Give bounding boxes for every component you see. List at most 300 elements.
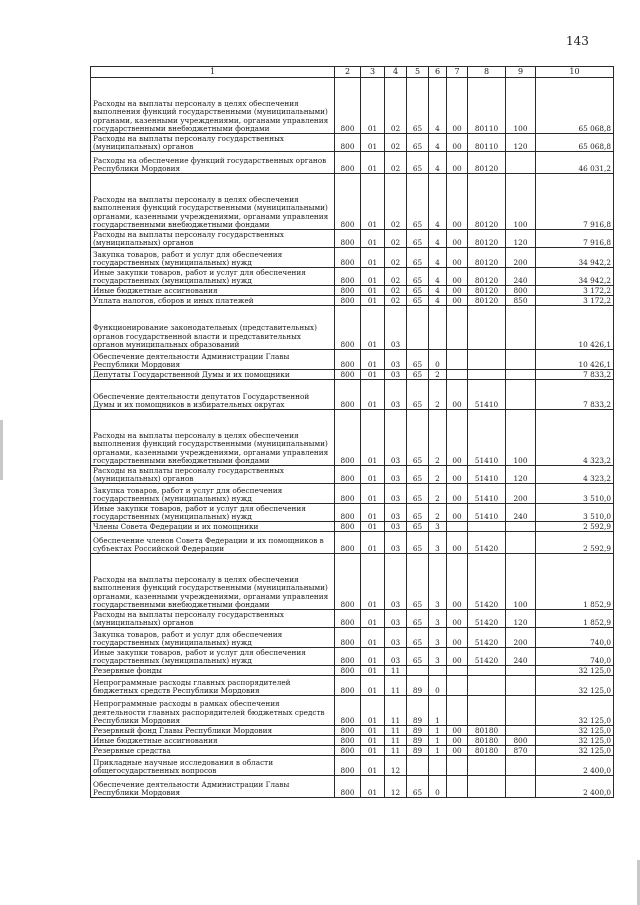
cell-section-code: 01 xyxy=(361,466,385,484)
table-row xyxy=(91,350,614,370)
table-row xyxy=(91,696,614,726)
cell-subsection-code: 03 xyxy=(385,522,407,532)
cell-section-code: 01 xyxy=(361,696,385,726)
cell-subsection-code: 03 xyxy=(385,628,407,648)
cell-type-code: 100 xyxy=(506,174,536,230)
cell-subsection-code: 11 xyxy=(385,726,407,736)
cell-direction-code xyxy=(447,522,468,532)
table-row xyxy=(91,78,614,134)
cell-type-code: 120 xyxy=(506,134,536,152)
cell-amount: 7 833,2 xyxy=(536,370,614,380)
cell-program-code: 65 xyxy=(407,504,429,522)
cell-amount: 1 852,9 xyxy=(536,554,614,610)
cell-subprogram-code xyxy=(429,666,447,676)
cell-name: Непрограммные расходы в рамках обеспечения деятельности главных распорядителей бюджетных средств Республики Мордовия xyxy=(91,696,335,726)
cell-subsection-code: 03 xyxy=(385,350,407,370)
cell-admin-code: 800 xyxy=(335,248,361,268)
cell-type-code: 200 xyxy=(506,628,536,648)
cell-item-code: 80120 xyxy=(468,230,506,248)
cell-type-code: 850 xyxy=(506,296,536,306)
cell-program-code: 65 xyxy=(407,268,429,286)
cell-amount: 3 510,0 xyxy=(536,484,614,504)
cell-direction-code xyxy=(447,666,468,676)
cell-subsection-code: 12 xyxy=(385,776,407,798)
cell-name: Закупка товаров, работ и услуг для обеспечения государственных (муниципальных) нужд xyxy=(91,248,335,268)
cell-program-code: 89 xyxy=(407,696,429,726)
cell-name: Расходы на выплаты персоналу в целях обеспечения выполнения функций государственными (муниципальными) органами, казенными учреждениями, органами управления государственными внебюджетными фондами xyxy=(91,78,335,134)
cell-amount: 65 068,8 xyxy=(536,134,614,152)
cell-amount: 7 916,8 xyxy=(536,230,614,248)
cell-section-code: 01 xyxy=(361,370,385,380)
table-row xyxy=(91,370,614,380)
cell-subsection-code: 02 xyxy=(385,268,407,286)
header-cell: 7 xyxy=(447,67,468,78)
cell-amount: 34 942,2 xyxy=(536,248,614,268)
cell-name: Резервные фонды xyxy=(91,666,335,676)
cell-direction-code: 00 xyxy=(447,484,468,504)
cell-section-code: 01 xyxy=(361,78,385,134)
cell-type-code xyxy=(506,666,536,676)
cell-section-code: 01 xyxy=(361,504,385,522)
cell-direction-code: 00 xyxy=(447,380,468,410)
cell-amount: 46 031,2 xyxy=(536,152,614,174)
cell-name: Резервные средства xyxy=(91,746,335,756)
cell-admin-code: 800 xyxy=(335,696,361,726)
cell-subprogram-code: 1 xyxy=(429,726,447,736)
cell-subprogram-code: 0 xyxy=(429,350,447,370)
cell-program-code: 65 xyxy=(407,152,429,174)
cell-name: Расходы на обеспечение функций государственных органов Республики Мордовия xyxy=(91,152,335,174)
cell-type-code xyxy=(506,776,536,798)
cell-direction-code: 00 xyxy=(447,134,468,152)
cell-subsection-code: 03 xyxy=(385,648,407,666)
table-row xyxy=(91,726,614,736)
cell-amount: 65 068,8 xyxy=(536,78,614,134)
table-row xyxy=(91,666,614,676)
table-row xyxy=(91,410,614,466)
cell-type-code xyxy=(506,726,536,736)
cell-name: Расходы на выплаты персоналу в целях обеспечения выполнения функций государственными (муниципальными) органами, казенными учреждениями, органами управления государственными внебюджетными фондами xyxy=(91,554,335,610)
cell-admin-code: 800 xyxy=(335,676,361,696)
cell-subprogram-code: 4 xyxy=(429,248,447,268)
cell-type-code: 120 xyxy=(506,610,536,628)
cell-program-code: 65 xyxy=(407,554,429,610)
cell-program-code: 89 xyxy=(407,726,429,736)
cell-admin-code: 800 xyxy=(335,370,361,380)
cell-direction-code: 00 xyxy=(447,554,468,610)
page-number: 143 xyxy=(566,34,589,48)
cell-section-code: 01 xyxy=(361,380,385,410)
cell-item-code: 80180 xyxy=(468,726,506,736)
cell-direction-code xyxy=(447,756,468,776)
cell-subprogram-code xyxy=(429,756,447,776)
cell-admin-code: 800 xyxy=(335,306,361,350)
cell-item-code: 51420 xyxy=(468,628,506,648)
cell-subsection-code: 02 xyxy=(385,286,407,296)
cell-program-code: 65 xyxy=(407,370,429,380)
cell-type-code: 200 xyxy=(506,248,536,268)
cell-subsection-code: 11 xyxy=(385,696,407,726)
header-cell: 9 xyxy=(506,67,536,78)
cell-item-code: 51420 xyxy=(468,648,506,666)
cell-name: Иные закупки товаров, работ и услуг для обеспечения государственных (муниципальных) нужд xyxy=(91,648,335,666)
cell-admin-code: 800 xyxy=(335,736,361,746)
cell-direction-code: 00 xyxy=(447,648,468,666)
cell-section-code: 01 xyxy=(361,230,385,248)
cell-direction-code xyxy=(447,776,468,798)
table-row xyxy=(91,648,614,666)
cell-section-code: 01 xyxy=(361,666,385,676)
cell-subprogram-code: 0 xyxy=(429,676,447,696)
header-cell: 5 xyxy=(407,67,429,78)
cell-item-code xyxy=(468,370,506,380)
cell-subprogram-code: 0 xyxy=(429,776,447,798)
cell-program-code: 65 xyxy=(407,484,429,504)
table-row xyxy=(91,532,614,554)
cell-subprogram-code: 4 xyxy=(429,174,447,230)
cell-subsection-code: 03 xyxy=(385,532,407,554)
cell-name: Члены Совета Федерации и их помощники xyxy=(91,522,335,532)
table-row xyxy=(91,554,614,610)
cell-item-code: 80120 xyxy=(468,286,506,296)
cell-item-code xyxy=(468,350,506,370)
cell-subprogram-code: 3 xyxy=(429,628,447,648)
cell-type-code xyxy=(506,306,536,350)
cell-subsection-code: 02 xyxy=(385,230,407,248)
cell-name: Расходы на выплаты персоналу в целях обеспечения выполнения функций государственными (муниципальными) органами, казенными учреждениями, органами управления государственными внебюджетными фондами xyxy=(91,174,335,230)
cell-item-code xyxy=(468,696,506,726)
cell-name: Функционирование законодательных (представительных) органов государственной власти и представительных органов муниципальных образований xyxy=(91,306,335,350)
cell-subprogram-code: 4 xyxy=(429,286,447,296)
cell-subprogram-code: 2 xyxy=(429,466,447,484)
cell-name: Резервный фонд Главы Республики Мордовия xyxy=(91,726,335,736)
cell-direction-code: 00 xyxy=(447,736,468,746)
header-cell: 10 xyxy=(536,67,614,78)
cell-section-code: 01 xyxy=(361,746,385,756)
cell-item-code: 80110 xyxy=(468,78,506,134)
cell-direction-code: 00 xyxy=(447,230,468,248)
cell-subprogram-code: 4 xyxy=(429,78,447,134)
cell-type-code xyxy=(506,370,536,380)
cell-admin-code: 800 xyxy=(335,554,361,610)
cell-name: Закупка товаров, работ и услуг для обеспечения государственных (муниципальных) нужд xyxy=(91,628,335,648)
cell-subsection-code: 11 xyxy=(385,746,407,756)
cell-name: Закупка товаров, работ и услуг для обеспечения государственных (муниципальных) нужд xyxy=(91,484,335,504)
cell-direction-code: 00 xyxy=(447,78,468,134)
cell-section-code: 01 xyxy=(361,648,385,666)
cell-subsection-code: 03 xyxy=(385,610,407,628)
cell-item-code: 80120 xyxy=(468,268,506,286)
cell-admin-code: 800 xyxy=(335,410,361,466)
cell-type-code xyxy=(506,522,536,532)
cell-subsection-code: 02 xyxy=(385,248,407,268)
cell-subsection-code: 02 xyxy=(385,174,407,230)
cell-admin-code: 800 xyxy=(335,230,361,248)
cell-direction-code: 00 xyxy=(447,532,468,554)
cell-section-code: 01 xyxy=(361,532,385,554)
cell-item-code: 80120 xyxy=(468,152,506,174)
cell-amount: 4 323,2 xyxy=(536,410,614,466)
cell-amount: 2 400,0 xyxy=(536,756,614,776)
table-row xyxy=(91,628,614,648)
cell-section-code: 01 xyxy=(361,410,385,466)
cell-type-code: 100 xyxy=(506,410,536,466)
cell-direction-code: 00 xyxy=(447,410,468,466)
cell-amount: 3 172,2 xyxy=(536,286,614,296)
cell-direction-code: 00 xyxy=(447,152,468,174)
cell-amount: 2 592,9 xyxy=(536,532,614,554)
cell-name: Расходы на выплаты персоналу государственных (муниципальных) органов xyxy=(91,610,335,628)
cell-subsection-code: 03 xyxy=(385,380,407,410)
cell-section-code: 01 xyxy=(361,736,385,746)
cell-section-code: 01 xyxy=(361,268,385,286)
cell-item-code: 51410 xyxy=(468,484,506,504)
cell-subprogram-code: 3 xyxy=(429,522,447,532)
cell-subprogram-code: 2 xyxy=(429,410,447,466)
cell-name: Депутаты Государственной Думы и их помощники xyxy=(91,370,335,380)
cell-program-code: 65 xyxy=(407,350,429,370)
cell-section-code: 01 xyxy=(361,296,385,306)
table-row xyxy=(91,230,614,248)
cell-item-code: 51410 xyxy=(468,504,506,522)
cell-admin-code: 800 xyxy=(335,484,361,504)
cell-subprogram-code: 4 xyxy=(429,296,447,306)
cell-subsection-code: 03 xyxy=(385,504,407,522)
cell-type-code: 240 xyxy=(506,648,536,666)
table-row xyxy=(91,268,614,286)
table-row xyxy=(91,380,614,410)
cell-amount: 32 125,0 xyxy=(536,696,614,726)
cell-subprogram-code: 4 xyxy=(429,152,447,174)
cell-program-code: 65 xyxy=(407,776,429,798)
cell-direction-code: 00 xyxy=(447,466,468,484)
cell-amount: 3 510,0 xyxy=(536,504,614,522)
table-row xyxy=(91,736,614,746)
cell-subprogram-code: 3 xyxy=(429,648,447,666)
budget-table xyxy=(90,66,614,798)
cell-program-code: 89 xyxy=(407,736,429,746)
cell-direction-code xyxy=(447,676,468,696)
cell-section-code: 01 xyxy=(361,306,385,350)
cell-subprogram-code: 2 xyxy=(429,380,447,410)
cell-name: Непрограммные расходы главных распорядителей бюджетных средств Республики Мордовия xyxy=(91,676,335,696)
cell-amount: 1 852,9 xyxy=(536,610,614,628)
cell-item-code xyxy=(468,522,506,532)
cell-name: Иные бюджетные ассигнования xyxy=(91,286,335,296)
cell-item-code: 51410 xyxy=(468,410,506,466)
cell-type-code: 200 xyxy=(506,484,536,504)
cell-item-code: 80120 xyxy=(468,174,506,230)
cell-direction-code xyxy=(447,696,468,726)
cell-section-code: 01 xyxy=(361,756,385,776)
cell-section-code: 01 xyxy=(361,350,385,370)
cell-section-code: 01 xyxy=(361,628,385,648)
cell-item-code: 51420 xyxy=(468,532,506,554)
cell-type-code: 800 xyxy=(506,736,536,746)
cell-admin-code: 800 xyxy=(335,466,361,484)
cell-program-code: 65 xyxy=(407,628,429,648)
cell-program-code: 65 xyxy=(407,610,429,628)
cell-program-code: 65 xyxy=(407,134,429,152)
table-row xyxy=(91,466,614,484)
cell-item-code: 51410 xyxy=(468,466,506,484)
cell-direction-code: 00 xyxy=(447,248,468,268)
cell-program-code: 65 xyxy=(407,522,429,532)
cell-amount: 3 172,2 xyxy=(536,296,614,306)
cell-name: Иные закупки товаров, работ и услуг для обеспечения государственных (муниципальных) нужд xyxy=(91,268,335,286)
table-row xyxy=(91,504,614,522)
cell-direction-code: 00 xyxy=(447,268,468,286)
cell-admin-code: 800 xyxy=(335,726,361,736)
cell-amount: 32 125,0 xyxy=(536,746,614,756)
cell-direction-code: 00 xyxy=(447,746,468,756)
cell-item-code xyxy=(468,676,506,696)
cell-name: Прикладные научные исследования в области общегосударственных вопросов xyxy=(91,756,335,776)
cell-admin-code: 800 xyxy=(335,174,361,230)
table-row xyxy=(91,306,614,350)
cell-section-code: 01 xyxy=(361,484,385,504)
cell-type-code xyxy=(506,696,536,726)
cell-direction-code: 00 xyxy=(447,296,468,306)
cell-subprogram-code: 2 xyxy=(429,370,447,380)
cell-type-code: 120 xyxy=(506,230,536,248)
cell-item-code: 80110 xyxy=(468,134,506,152)
cell-subsection-code: 11 xyxy=(385,676,407,696)
cell-subprogram-code: 1 xyxy=(429,696,447,726)
cell-amount: 32 125,0 xyxy=(536,676,614,696)
cell-amount: 740,0 xyxy=(536,628,614,648)
cell-type-code: 800 xyxy=(506,286,536,296)
cell-type-code xyxy=(506,350,536,370)
cell-section-code: 01 xyxy=(361,522,385,532)
cell-program-code: 89 xyxy=(407,746,429,756)
cell-type-code: 870 xyxy=(506,746,536,756)
cell-admin-code: 800 xyxy=(335,746,361,756)
cell-direction-code: 00 xyxy=(447,174,468,230)
cell-admin-code: 800 xyxy=(335,532,361,554)
cell-admin-code: 800 xyxy=(335,666,361,676)
cell-section-code: 01 xyxy=(361,726,385,736)
header-cell: 3 xyxy=(361,67,385,78)
table-row xyxy=(91,522,614,532)
cell-subsection-code: 03 xyxy=(385,410,407,466)
table-row xyxy=(91,776,614,798)
cell-program-code: 65 xyxy=(407,230,429,248)
cell-type-code xyxy=(506,756,536,776)
cell-subsection-code: 12 xyxy=(385,756,407,776)
header-cell: 4 xyxy=(385,67,407,78)
cell-subprogram-code xyxy=(429,306,447,350)
cell-section-code: 01 xyxy=(361,152,385,174)
cell-admin-code: 800 xyxy=(335,350,361,370)
cell-item-code: 51420 xyxy=(468,554,506,610)
cell-section-code: 01 xyxy=(361,676,385,696)
header-cell: 8 xyxy=(468,67,506,78)
cell-section-code: 01 xyxy=(361,776,385,798)
cell-amount: 32 125,0 xyxy=(536,736,614,746)
cell-name: Расходы на выплаты персоналу государственных (муниципальных) органов xyxy=(91,230,335,248)
cell-name: Уплата налогов, сборов и иных платежей xyxy=(91,296,335,306)
header-cell: 1 xyxy=(91,67,335,78)
cell-admin-code: 800 xyxy=(335,776,361,798)
cell-subsection-code: 03 xyxy=(385,484,407,504)
cell-item-code: 51420 xyxy=(468,610,506,628)
cell-type-code xyxy=(506,532,536,554)
cell-direction-code: 00 xyxy=(447,504,468,522)
cell-name: Расходы на выплаты персоналу в целях обеспечения выполнения функций государственными (муниципальными) органами, казенными учреждениями, органами управления государственными внебюджетными фондами xyxy=(91,410,335,466)
cell-type-code xyxy=(506,676,536,696)
cell-direction-code xyxy=(447,350,468,370)
cell-subprogram-code: 1 xyxy=(429,736,447,746)
cell-admin-code: 800 xyxy=(335,504,361,522)
cell-direction-code: 00 xyxy=(447,628,468,648)
cell-subsection-code: 02 xyxy=(385,78,407,134)
cell-admin-code: 800 xyxy=(335,522,361,532)
header-cell: 2 xyxy=(335,67,361,78)
cell-subsection-code: 02 xyxy=(385,134,407,152)
cell-amount: 32 125,0 xyxy=(536,726,614,736)
cell-item-code xyxy=(468,666,506,676)
cell-name: Обеспечение деятельности депутатов Государственной Думы и их помощников в избирательных округах xyxy=(91,380,335,410)
cell-admin-code: 800 xyxy=(335,78,361,134)
cell-program-code: 65 xyxy=(407,248,429,268)
cell-section-code: 01 xyxy=(361,554,385,610)
table-row xyxy=(91,676,614,696)
cell-subsection-code: 11 xyxy=(385,736,407,746)
cell-subsection-code: 02 xyxy=(385,152,407,174)
cell-subsection-code: 03 xyxy=(385,554,407,610)
cell-amount: 2 592,9 xyxy=(536,522,614,532)
cell-program-code: 89 xyxy=(407,676,429,696)
cell-name: Иные закупки товаров, работ и услуг для обеспечения государственных (муниципальных) нужд xyxy=(91,504,335,522)
cell-subprogram-code: 1 xyxy=(429,746,447,756)
cell-amount: 10 426,1 xyxy=(536,350,614,370)
cell-name: Расходы на выплаты персоналу государственных (муниципальных) органов xyxy=(91,466,335,484)
cell-program-code xyxy=(407,756,429,776)
cell-program-code xyxy=(407,306,429,350)
cell-type-code: 120 xyxy=(506,466,536,484)
cell-name: Расходы на выплаты персоналу государственных (муниципальных) органов xyxy=(91,134,335,152)
cell-item-code: 80180 xyxy=(468,746,506,756)
scan-edge-mark xyxy=(0,420,3,480)
cell-subsection-code: 03 xyxy=(385,306,407,350)
cell-direction-code xyxy=(447,306,468,350)
cell-subsection-code: 11 xyxy=(385,666,407,676)
cell-subprogram-code: 3 xyxy=(429,532,447,554)
cell-item-code: 80120 xyxy=(468,296,506,306)
table-row xyxy=(91,152,614,174)
cell-subprogram-code: 4 xyxy=(429,230,447,248)
cell-type-code: 240 xyxy=(506,504,536,522)
table-row xyxy=(91,134,614,152)
cell-subprogram-code: 2 xyxy=(429,484,447,504)
cell-subprogram-code: 4 xyxy=(429,134,447,152)
cell-program-code: 65 xyxy=(407,532,429,554)
cell-amount: 7 916,8 xyxy=(536,174,614,230)
cell-program-code: 65 xyxy=(407,380,429,410)
cell-admin-code: 800 xyxy=(335,610,361,628)
cell-admin-code: 800 xyxy=(335,380,361,410)
cell-subprogram-code: 4 xyxy=(429,268,447,286)
table-row xyxy=(91,756,614,776)
cell-admin-code: 800 xyxy=(335,648,361,666)
cell-section-code: 01 xyxy=(361,134,385,152)
cell-item-code: 80180 xyxy=(468,736,506,746)
cell-name: Обеспечение деятельности Администрации Главы Республики Мордовия xyxy=(91,776,335,798)
table-row xyxy=(91,296,614,306)
table-row xyxy=(91,746,614,756)
cell-program-code: 65 xyxy=(407,296,429,306)
